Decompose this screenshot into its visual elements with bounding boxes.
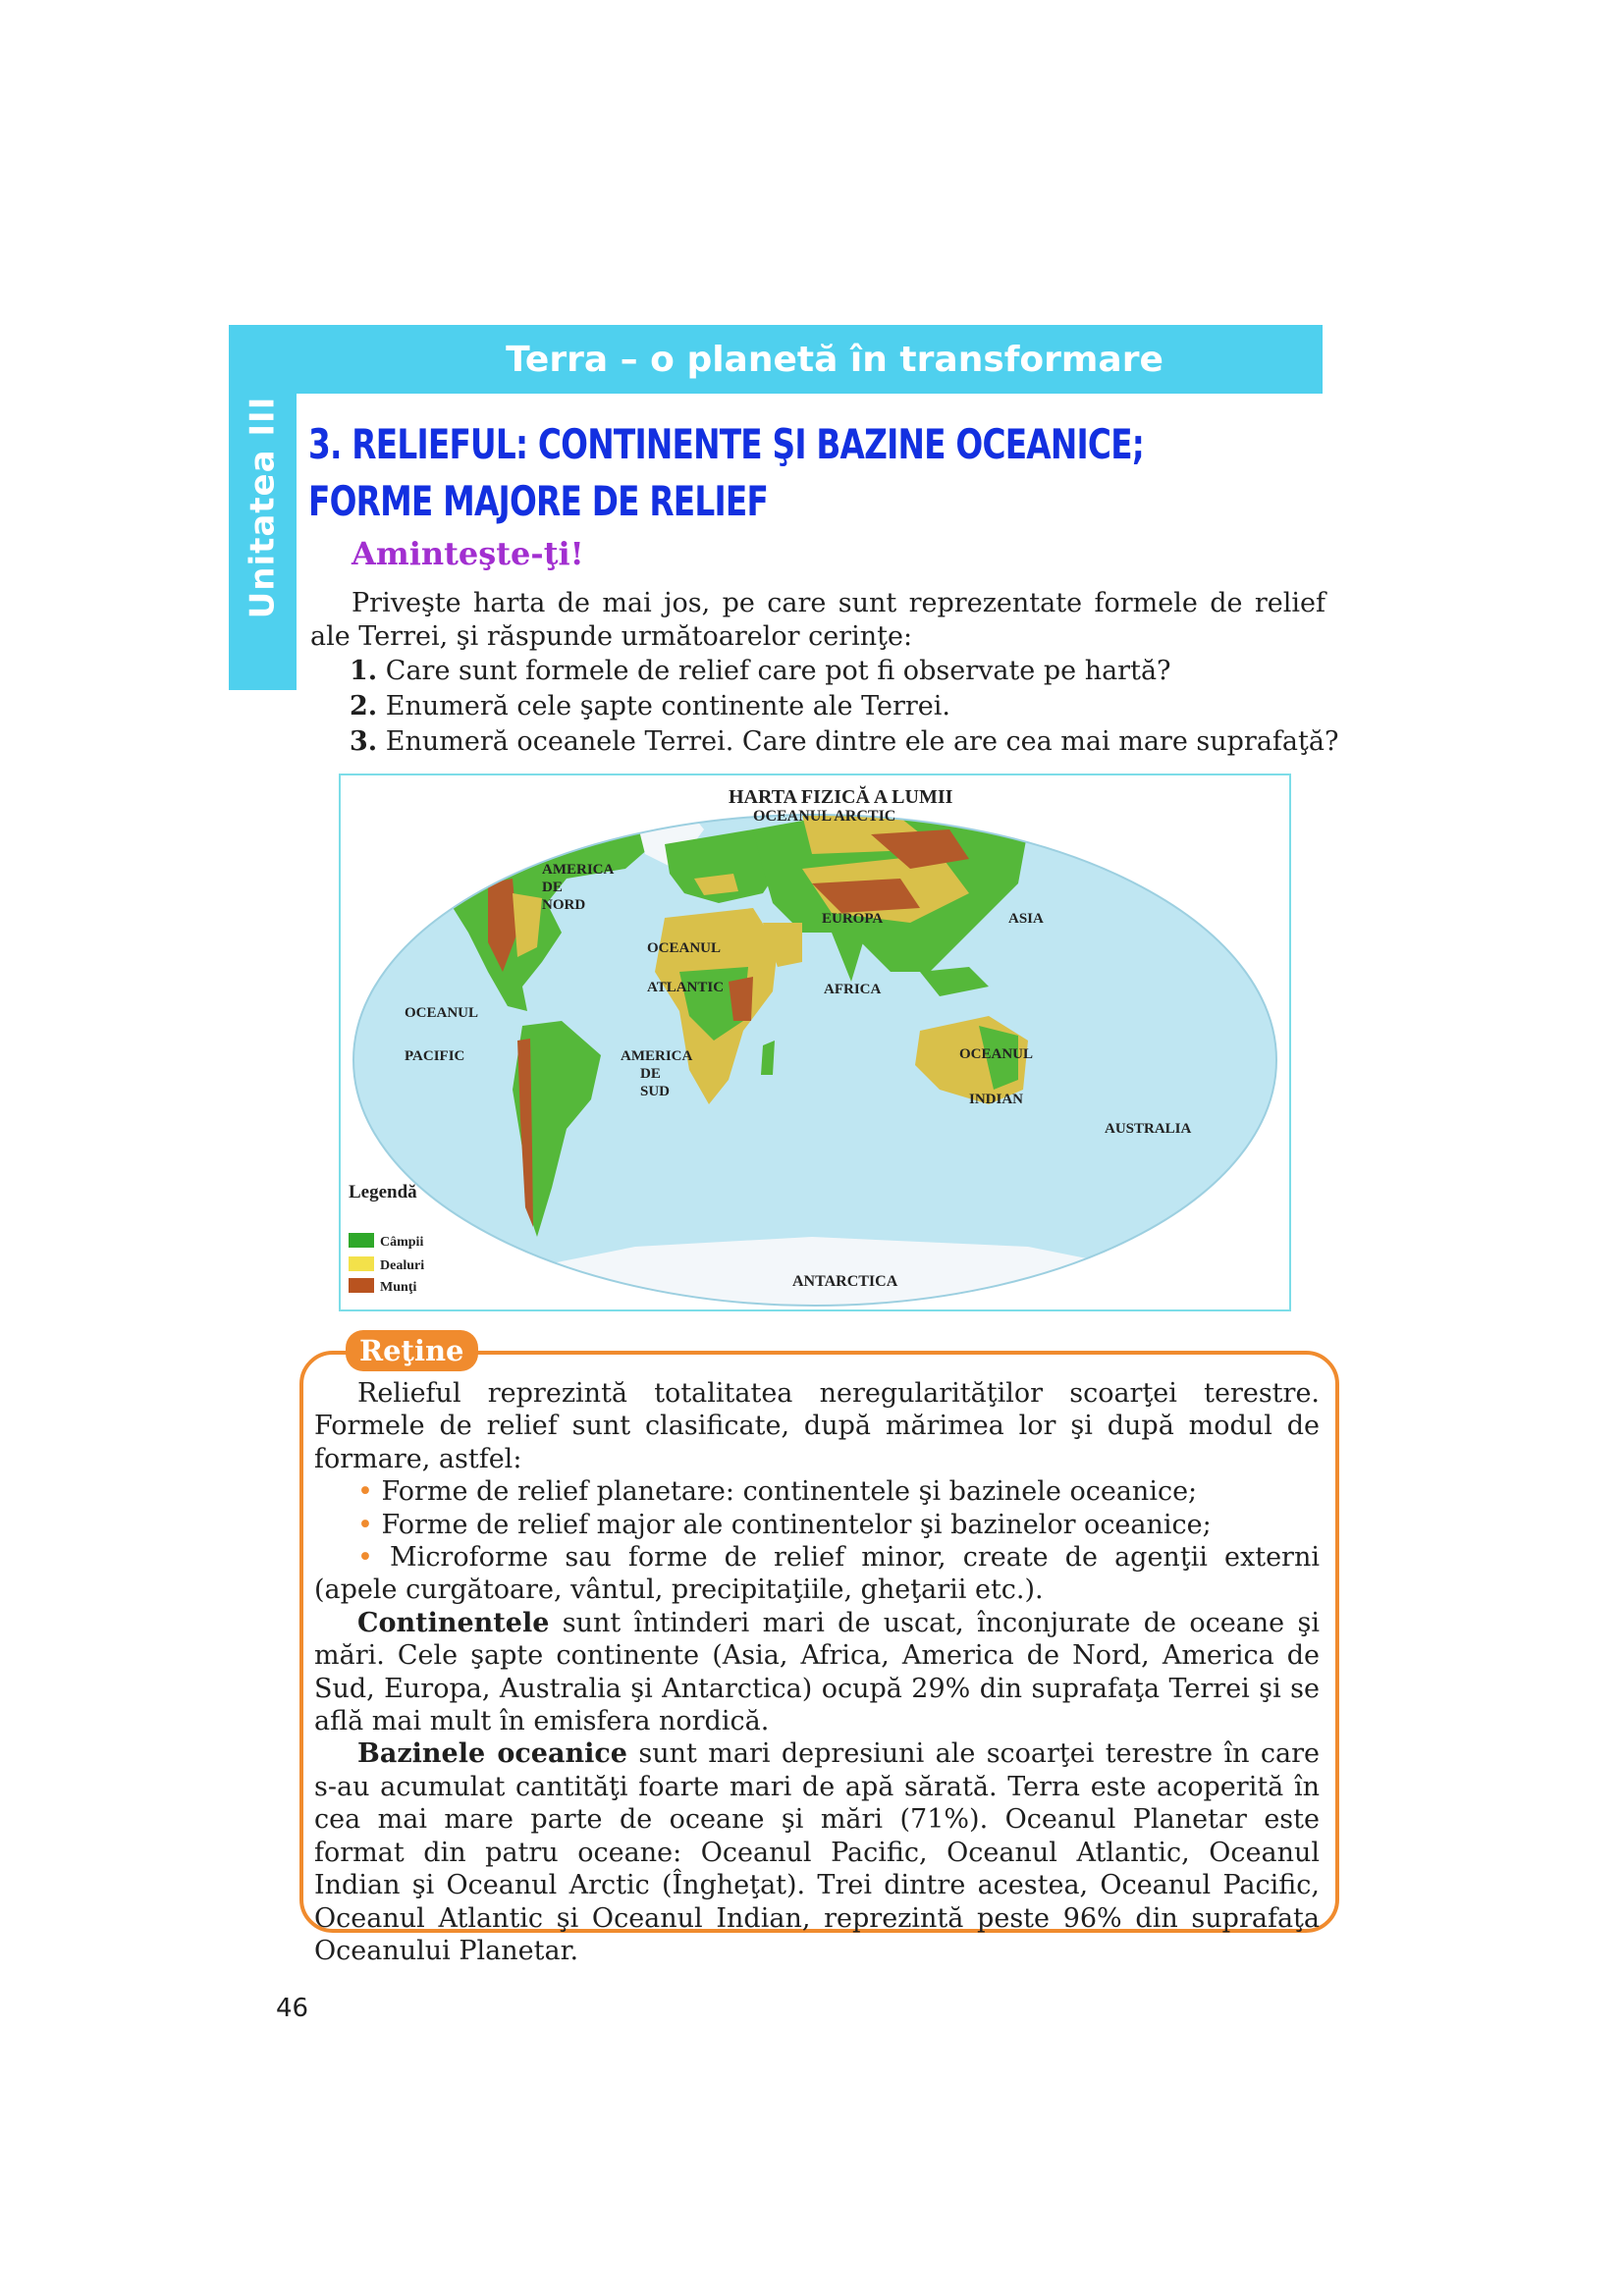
label-north-america-1: AMERICA	[542, 862, 615, 878]
retine-paragraph-oceans	[314, 1737, 1320, 1967]
label-atlantic-2: ATLANTIC	[647, 980, 725, 995]
question-text: Care sunt formele de relief care pot fi observate pe hartă?	[385, 656, 1171, 686]
retine-bullet-2	[314, 1509, 1320, 1541]
intro-paragraph: Priveşte harta de mai jos, pe care sunt reprezentate formele de relief ale Terrei, şi răspunde următoarelor cerinţe:	[310, 588, 1325, 652]
retine-paragraph-1: Relieful reprezintă totalitatea neregularităţilor scoarţei terestre. Formele de relief sunt clasificate, după mărimea lor şi după modul de formare, astfel:	[314, 1378, 1320, 1474]
label-arctic: OCEANUL ARCTIC	[753, 808, 896, 825]
remember-intro	[310, 587, 1325, 654]
question-number: 2.	[350, 691, 378, 721]
legend-label-munti: Munţi	[380, 1280, 417, 1295]
label-antarctica: ANTARCTICA	[792, 1273, 898, 1290]
bullet-text: Microforme sau forme de relief minor, create de agenţii externi (apele curgătoare, vântul, precipitaţiile, gheţarii etc.).	[314, 1542, 1320, 1606]
legend-swatch-dealuri	[349, 1256, 374, 1271]
bullet-dot: •	[357, 1509, 373, 1540]
question-1	[350, 656, 1171, 686]
page-number: 46	[276, 1994, 309, 2023]
bullet-text: Forme de relief planetare: continentele şi bazinele oceanice;	[381, 1476, 1198, 1508]
label-australia: AUSTRALIA	[1105, 1121, 1192, 1137]
term-bazinele-oceanice: Bazinele oceanice	[357, 1738, 627, 1770]
retine-paragraph-continents	[314, 1607, 1320, 1738]
label-pacific-2: PACIFIC	[405, 1048, 465, 1064]
legend-swatch-campii	[349, 1233, 374, 1248]
legend-label-dealuri: Dealuri	[380, 1258, 425, 1273]
label-indian-2: INDIAN	[969, 1092, 1024, 1107]
legend-label-campii: Câmpii	[380, 1235, 424, 1250]
question-text: Enumeră oceanele Terrei. Care dintre ele are cea mai mare suprafaţă?	[385, 726, 1339, 757]
map-legend	[349, 1182, 424, 1295]
map-graphic	[341, 775, 1289, 1309]
question-3	[350, 726, 1338, 757]
label-south-america-3: SUD	[640, 1084, 671, 1099]
retine-text	[314, 1377, 1320, 1967]
label-south-america-1: AMERICA	[621, 1048, 693, 1064]
label-atlantic-1: OCEANUL	[647, 940, 722, 956]
map-title: HARTA FIZICĂ A LUMII	[729, 786, 953, 808]
retine-tab: Reţine	[346, 1330, 478, 1371]
lesson-title-line1: 3. RELIEFUL: CONTINENTE ŞI BAZINE OCEANICE;	[308, 420, 1145, 468]
lesson-title-line2: FORME MAJORE DE RELIEF	[308, 477, 769, 525]
unit-label-container	[229, 325, 297, 690]
question-text: Enumeră cele şapte continente ale Terrei.	[385, 691, 950, 721]
bullet-dot: •	[357, 1476, 373, 1508]
retine-bullet-1	[314, 1475, 1320, 1508]
question-number: 1.	[350, 656, 378, 686]
term-continentele: Continentele	[357, 1607, 550, 1638]
question-number: 3.	[350, 726, 378, 757]
label-south-america-2: DE	[640, 1066, 661, 1082]
label-europe: EUROPA	[822, 911, 884, 927]
lesson-title	[308, 416, 1145, 530]
label-north-america-2: DE	[542, 880, 563, 895]
label-north-america-3: NORD	[542, 897, 586, 913]
oceans-text: sunt mari depresiuni ale scoarţei terestre în care s-au acumulat cantităţi foarte mari de apă sărată. Terra este acoperită în cea mai mare parte de oceane şi mări (71%). Oceanul Planetar este format din patru oceane: Oceanul Pacific, Oceanul Atlantic, Oceanul Indian şi Oceanul Arctic (Îngheţat). Trei dintre acestea, Oceanul Pacific, Oceanul Atlantic şi Oceanul Indian, reprezintă peste 96% din suprafaţa Oceanului Planetar.	[314, 1738, 1320, 1966]
chapter-title: Terra – o planetă în transformare	[506, 339, 1163, 380]
unit-label: Unitatea III	[243, 396, 283, 619]
bullet-dot: •	[357, 1542, 373, 1574]
continents-text: sunt întinderi mari de uscat, înconjurate de oceane şi mări. Cele şapte continente (Asia, Africa, America de Nord, America de Sud, Europa, Australia şi Antarctica) ocupă 29% din suprafaţa Terrei şi se află mai mult în emisfera nordică.	[314, 1607, 1320, 1737]
madagascar-shape	[761, 1041, 775, 1075]
legend-swatch-munti	[349, 1278, 374, 1293]
retine-bullet-3	[314, 1541, 1320, 1607]
question-2	[350, 691, 950, 721]
label-asia: ASIA	[1008, 911, 1044, 927]
bullet-text: Forme de relief major ale continentelor şi bazinelor oceanice;	[381, 1509, 1212, 1540]
world-physical-map	[339, 774, 1291, 1311]
label-indian-1: OCEANUL	[959, 1046, 1034, 1062]
label-africa: AFRICA	[824, 982, 882, 997]
label-pacific-1: OCEANUL	[405, 1005, 479, 1021]
legend-title: Legendă	[349, 1182, 417, 1202]
remember-heading: Aminteşte-ţi!	[352, 535, 584, 572]
chapter-header	[229, 325, 1323, 394]
